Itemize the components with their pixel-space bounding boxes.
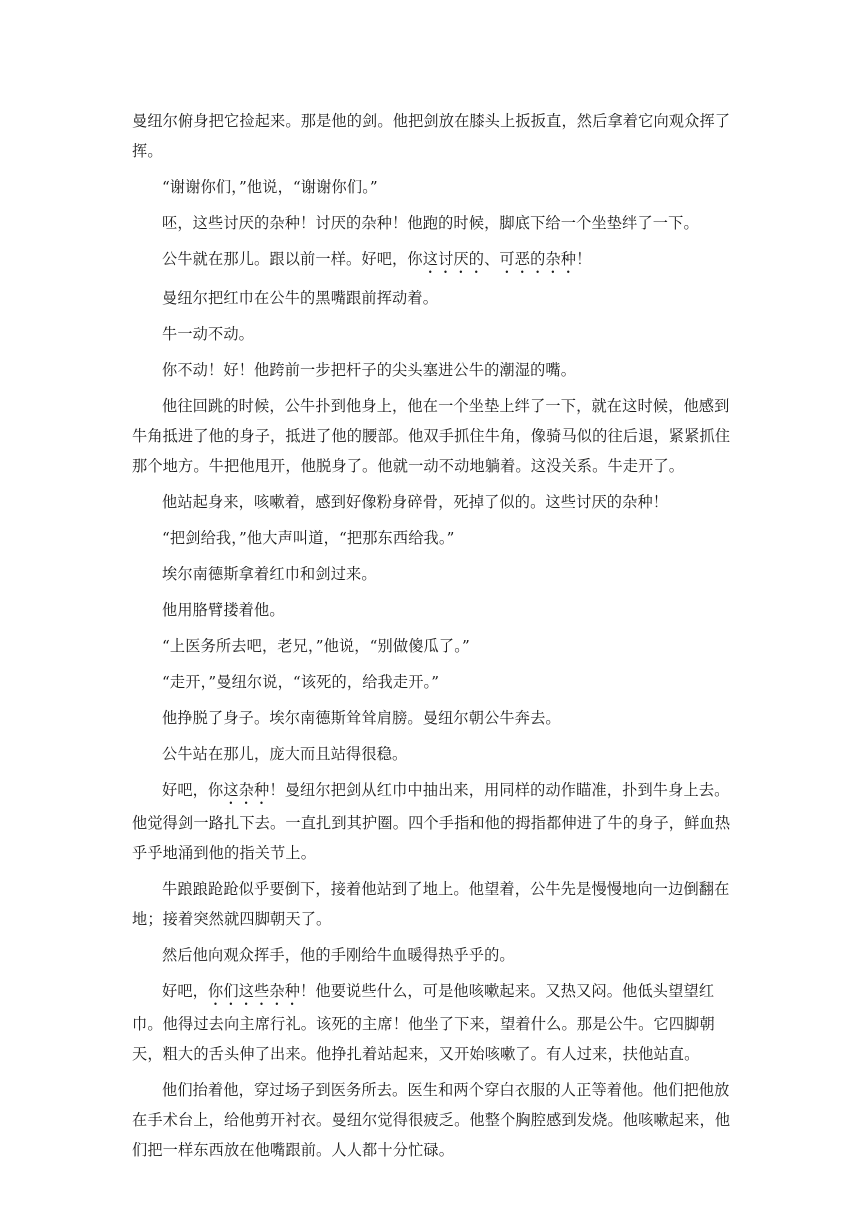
paragraph-10: “把剑给我，”他大声叫道，“把那东西给我。” [162,529,455,547]
paragraph-21: 他们抬着他，穿过场子到医务所去。医生和两个穿白衣服的人正等着他。他们把他放在手术台上，给他剪开衬衣。曼纽尔觉得很疲乏。他整个胸腔感到发烧。他咳嗽起来，他们把一样东西放在他嘴跟前。人人都十分忙碌。 [132,1081,731,1159]
paragraph-18: 牛踉踉跄跄似乎要倒下，接着他站到了地上。他望着，公牛先是慢慢地向一边倒翻在地；接着突然就四脚朝天了。 [132,880,730,928]
paragraph-19: 然后他向观众挥手，他的手刚给牛血暖得热乎乎的。 [162,946,515,964]
paragraph-17 [132,775,732,868]
paragraph-20-emphasis: 你们这些杂种 [208,982,301,1000]
paragraph-4-text-b: ！ [576,250,592,268]
paragraph-20-text-b: ！他要说些什么，可是他咳嗽起来。又热又闷。他低头望望红巾。他得过去向主席行礼。该死的主席！他坐了下来，望着什么。那是公牛。它四脚朝天，粗大的舌头伸了出来。他挣扎着站起来，又开始咳嗽了。有人过来，扶他站直。 [132,982,715,1063]
paragraph-17-text-b: ！曼纽尔把剑从红巾中抽出来，用同样的动作瞄准，扑到牛身上去。他觉得剑一路扎下去。一直扎到其护圈。四个手指和他的拇指都伸进了牛的身子，鲜血热乎乎地涌到他的指关节上。 [132,781,731,862]
paragraph-2: “谢谢你们，”他说，“谢谢你们。” [162,178,378,196]
paragraph-1: 曼纽尔俯身把它捡起来。那是他的剑。他把剑放在膝头上扳扳直，然后拿着它向观众挥了挥。 [132,112,731,160]
paragraph-14: “走开，”曼纽尔说，“该死的，给我走开。” [162,673,440,691]
paragraph-7: 你不动！好！他跨前一步把杆子的尖头塞进公牛的潮湿的嘴。 [162,361,577,379]
paragraph-16: 公牛站在那儿，庞大而且站得很稳。 [162,745,408,763]
paragraph-12: 他用胳臂搂着他。 [162,601,285,619]
paragraph-4 [132,244,732,277]
paragraph-4-emphasis: 这讨厌的、可恶的杂种 [422,250,577,268]
paragraph-9: 他站起身来，咳嗽着，感到好像粉身碎骨，死掉了似的。这些讨厌的杂种！ [162,493,669,511]
document-page [132,106,732,1165]
paragraph-3: 呸，这些讨厌的杂种！讨厌的杂种！他跑的时候，脚底下给一个坐垫绊了一下。 [162,214,699,232]
paragraph-4-text-a: 公牛就在那儿。跟以前一样。好吧，你 [162,250,423,268]
paragraph-13: “上医务所去吧，老兄，”他说，“别做傻瓜了。” [162,637,470,655]
paragraph-6: 牛一动不动。 [162,325,255,343]
paragraph-8: 他往回跳的时候，公牛扑到他身上，他在一个坐垫上绊了一下，就在这时候，他感到牛角抵进了他的身子，抵进了他的腰部。他双手抓住牛角，像骑马似的往后退，紧紧抓住那个地方。牛把他甩开，他脱身了。他就一动不动地躺着。这没关系。牛走开了。 [132,397,731,475]
paragraph-20 [132,976,732,1069]
paragraph-17-emphasis: 这杂种 [223,781,270,799]
paragraph-20-text-a: 好吧， [162,982,209,1000]
paragraph-5: 曼纽尔把红巾在公牛的黑嘴跟前挥动着。 [162,289,439,307]
paragraph-15: 他挣脱了身子。埃尔南德斯耸耸肩膀。曼纽尔朝公牛奔去。 [162,709,561,727]
paragraph-11: 埃尔南德斯拿着红巾和剑过来。 [162,565,377,583]
paragraph-17-text-a: 好吧，你 [162,781,224,799]
